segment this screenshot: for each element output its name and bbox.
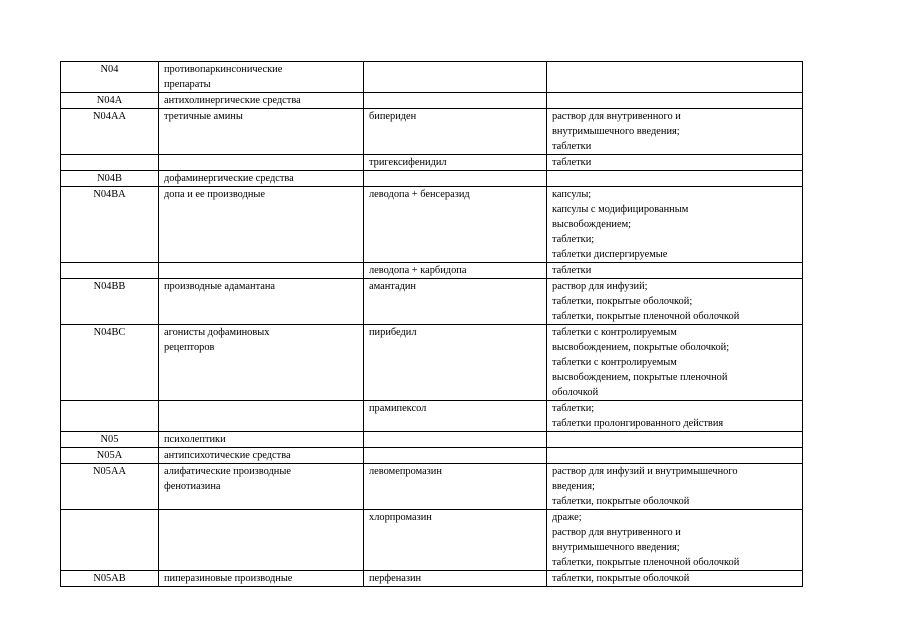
group-name-cell: алифатические производные фенотиазина xyxy=(159,464,364,510)
drug-name-cell: перфеназин xyxy=(364,571,547,587)
table-row xyxy=(61,448,803,464)
table-row xyxy=(61,187,803,263)
dosage-form-cell: таблетки; таблетки пролонгированного действия xyxy=(547,401,803,432)
drug-name-cell: прамипексол xyxy=(364,401,547,432)
group-name-cell: пиперазиновые производные xyxy=(159,571,364,587)
table-row xyxy=(61,510,803,571)
table-row xyxy=(61,279,803,325)
table-row xyxy=(61,571,803,587)
dosage-form-cell: таблетки xyxy=(547,263,803,279)
dosage-form-cell: таблетки с контролируемым высвобождением, покрытые оболочкой; таблетки с контролируемым высвобождением, покрытые пленочной оболочкой xyxy=(547,325,803,401)
table-row xyxy=(61,62,803,93)
table-row xyxy=(61,155,803,171)
atc-code-cell: N04BA xyxy=(61,187,159,263)
dosage-form-cell xyxy=(547,93,803,109)
atc-code-cell: N05AB xyxy=(61,571,159,587)
table-row xyxy=(61,93,803,109)
drug-name-cell xyxy=(364,448,547,464)
table-row xyxy=(61,171,803,187)
dosage-form-cell xyxy=(547,432,803,448)
atc-code-cell xyxy=(61,263,159,279)
group-name-cell: дофаминергические средства xyxy=(159,171,364,187)
atc-code-cell xyxy=(61,510,159,571)
table-row xyxy=(61,464,803,510)
group-name-cell xyxy=(159,510,364,571)
group-name-cell: производные адамантана xyxy=(159,279,364,325)
drug-name-cell: бипериден xyxy=(364,109,547,155)
group-name-cell: агонисты дофаминовых рецепторов xyxy=(159,325,364,401)
dosage-form-cell: таблетки, покрытые оболочкой xyxy=(547,571,803,587)
atc-code-cell: N04BB xyxy=(61,279,159,325)
atc-code-cell: N04AA xyxy=(61,109,159,155)
drug-name-cell xyxy=(364,93,547,109)
dosage-form-cell xyxy=(547,62,803,93)
drug-name-cell: амантадин xyxy=(364,279,547,325)
dosage-form-cell: таблетки xyxy=(547,155,803,171)
atc-code-cell: N05AA xyxy=(61,464,159,510)
group-name-cell: антипсихотические средства xyxy=(159,448,364,464)
drug-name-cell: леводопа + бенсеразид xyxy=(364,187,547,263)
table-row xyxy=(61,325,803,401)
atc-code-cell: N04 xyxy=(61,62,159,93)
atc-code-cell xyxy=(61,155,159,171)
drug-name-cell: хлорпромазин xyxy=(364,510,547,571)
drug-name-cell: пирибедил xyxy=(364,325,547,401)
table-row xyxy=(61,432,803,448)
drug-name-cell: тригексифенидил xyxy=(364,155,547,171)
atc-code-cell: N04B xyxy=(61,171,159,187)
group-name-cell: третичные амины xyxy=(159,109,364,155)
atc-code-cell: N04BC xyxy=(61,325,159,401)
atc-code-cell: N05 xyxy=(61,432,159,448)
table-row xyxy=(61,109,803,155)
table-row xyxy=(61,401,803,432)
dosage-form-cell xyxy=(547,448,803,464)
table-body xyxy=(61,62,803,587)
group-name-cell xyxy=(159,401,364,432)
dosage-form-cell xyxy=(547,171,803,187)
dosage-form-cell: раствор для внутривенного и внутримышечного введения; таблетки xyxy=(547,109,803,155)
dosage-form-cell: раствор для инфузий; таблетки, покрытые оболочкой; таблетки, покрытые пленочной оболочкой xyxy=(547,279,803,325)
drug-classification-table xyxy=(60,61,803,587)
group-name-cell xyxy=(159,263,364,279)
atc-code-cell: N04A xyxy=(61,93,159,109)
atc-code-cell: N05A xyxy=(61,448,159,464)
dosage-form-cell: капсулы; капсулы с модифицированным высвобождением; таблетки; таблетки диспергируемые xyxy=(547,187,803,263)
group-name-cell: психолептики xyxy=(159,432,364,448)
drug-name-cell: левомепромазин xyxy=(364,464,547,510)
group-name-cell: антихолинергические средства xyxy=(159,93,364,109)
atc-code-cell xyxy=(61,401,159,432)
group-name-cell: допа и ее производные xyxy=(159,187,364,263)
drug-name-cell: леводопа + карбидопа xyxy=(364,263,547,279)
drug-name-cell xyxy=(364,432,547,448)
dosage-form-cell: драже; раствор для внутривенного и внутримышечного введения; таблетки, покрытые пленочной оболочкой xyxy=(547,510,803,571)
group-name-cell xyxy=(159,155,364,171)
drug-name-cell xyxy=(364,171,547,187)
group-name-cell: противопаркинсонические препараты xyxy=(159,62,364,93)
drug-name-cell xyxy=(364,62,547,93)
dosage-form-cell: раствор для инфузий и внутримышечного введения; таблетки, покрытые оболочкой xyxy=(547,464,803,510)
table-row xyxy=(61,263,803,279)
